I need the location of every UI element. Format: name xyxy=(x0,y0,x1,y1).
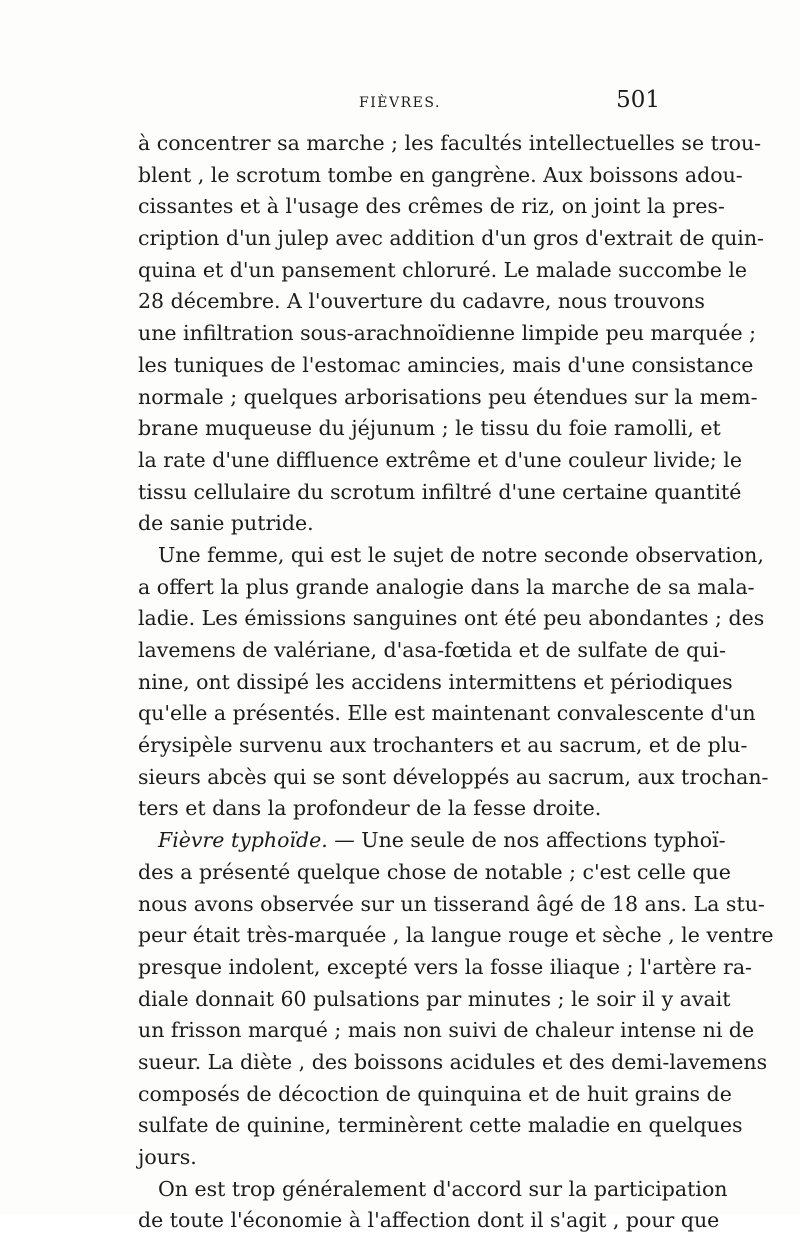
paragraph-1 xyxy=(138,128,764,540)
paragraph-4 xyxy=(138,1174,728,1237)
text-line: Une femme, qui est le sujet de notre seconde observation, xyxy=(158,542,764,567)
text-line: composés de décoction de quinquina et de huit grains de xyxy=(138,1081,732,1106)
text-line: 28 décembre. A l'ouverture du cadavre, nous trouvons xyxy=(138,289,705,314)
text-line: ters et dans la profondeur de la fesse droite. xyxy=(138,796,602,821)
text-line: cissantes et à l'usage des crêmes de riz, on joint la pres- xyxy=(138,194,725,219)
section-heading: Fièvre typhoïde. xyxy=(158,828,328,853)
paragraph-2 xyxy=(138,540,769,825)
text-line: un frisson marqué ; mais non suivi de chaleur intense ni de xyxy=(138,1018,755,1043)
paragraph-3 xyxy=(138,825,774,1174)
running-head xyxy=(140,85,660,115)
text-line: presque indolent, excepté vers la fosse iliaque ; l'artère ra- xyxy=(138,954,752,979)
running-title: FIÈVRES. xyxy=(359,95,441,111)
body-text xyxy=(138,128,774,1237)
text-line: blent , le scrotum tombe en gangrène. Aux boissons adou- xyxy=(138,162,743,187)
heading-line-rest: — Une seule de nos affections typhoï- xyxy=(327,828,726,853)
text-line: qu'elle a présentés. Elle est maintenant convalescente d'un xyxy=(138,701,756,726)
text-line: a offert la plus grande analogie dans la marche de sa mala- xyxy=(138,574,755,599)
text-line: de toute l'économie à l'affection dont il s'agit , pour que xyxy=(138,1208,720,1233)
text-line: lavemens de valériane, d'asa-fœtida et de sulfate de qui- xyxy=(138,638,726,662)
text-line: nine, ont dissipé les accidens intermittens et périodiques xyxy=(138,669,733,694)
text-line: nous avons observée sur un tisserand âgé de 18 ans. La stu- xyxy=(138,891,765,916)
text-line: ladie. Les émissions sanguines ont été peu abondantes ; des xyxy=(138,606,765,631)
text-line: sulfate de quinine, terminèrent cette maladie en quelques xyxy=(138,1113,743,1138)
text-line: les tuniques de l'estomac amincies, mais d'une consistance xyxy=(138,352,754,377)
text-line: des a présenté quelque chose de notable ; c'est celle que xyxy=(138,859,731,884)
text-line: cription d'un julep avec addition d'un gros d'extrait de quin- xyxy=(138,226,764,251)
text-line: brane muqueuse du jéjunum ; le tissu du foie ramolli, et xyxy=(138,416,721,441)
text-line: quina et d'un pansement chloruré. Le malade succombe le xyxy=(138,257,748,282)
page-number: 501 xyxy=(616,87,660,113)
text-line: peur était très-marquée , la langue rouge et sèche , le ventre xyxy=(138,923,774,948)
text-line: de sanie putride. xyxy=(138,511,314,536)
text-line: la rate d'une diffluence extrême et d'une couleur livide; le xyxy=(138,447,742,472)
text-line: érysipèle survenu aux trochanters et au sacrum, et de plu- xyxy=(138,733,748,758)
text-line: à concentrer sa marche ; les facultés intellectuelles se trou- xyxy=(138,131,762,155)
text-line: tissu cellulaire du scrotum infiltré d'une certaine quantité xyxy=(138,479,742,504)
text-line: On est trop généralement d'accord sur la participation xyxy=(158,1176,728,1201)
text-line: diale donnait 60 pulsations par minutes ; le soir il y avait xyxy=(138,986,731,1011)
text-line: une infiltration sous-arachnoïdienne limpide peu marquée ; xyxy=(138,321,757,346)
text-line xyxy=(138,825,726,857)
text-line: sueur. La diète , des boissons acidules et des demi-lavemens xyxy=(138,1049,768,1074)
text-line: sieurs abcès qui se sont développés au sacrum, aux trochan- xyxy=(138,764,769,789)
text-line: normale ; quelques arborisations peu étendues sur la mem- xyxy=(138,384,758,409)
text-line: jours. xyxy=(138,1145,197,1169)
